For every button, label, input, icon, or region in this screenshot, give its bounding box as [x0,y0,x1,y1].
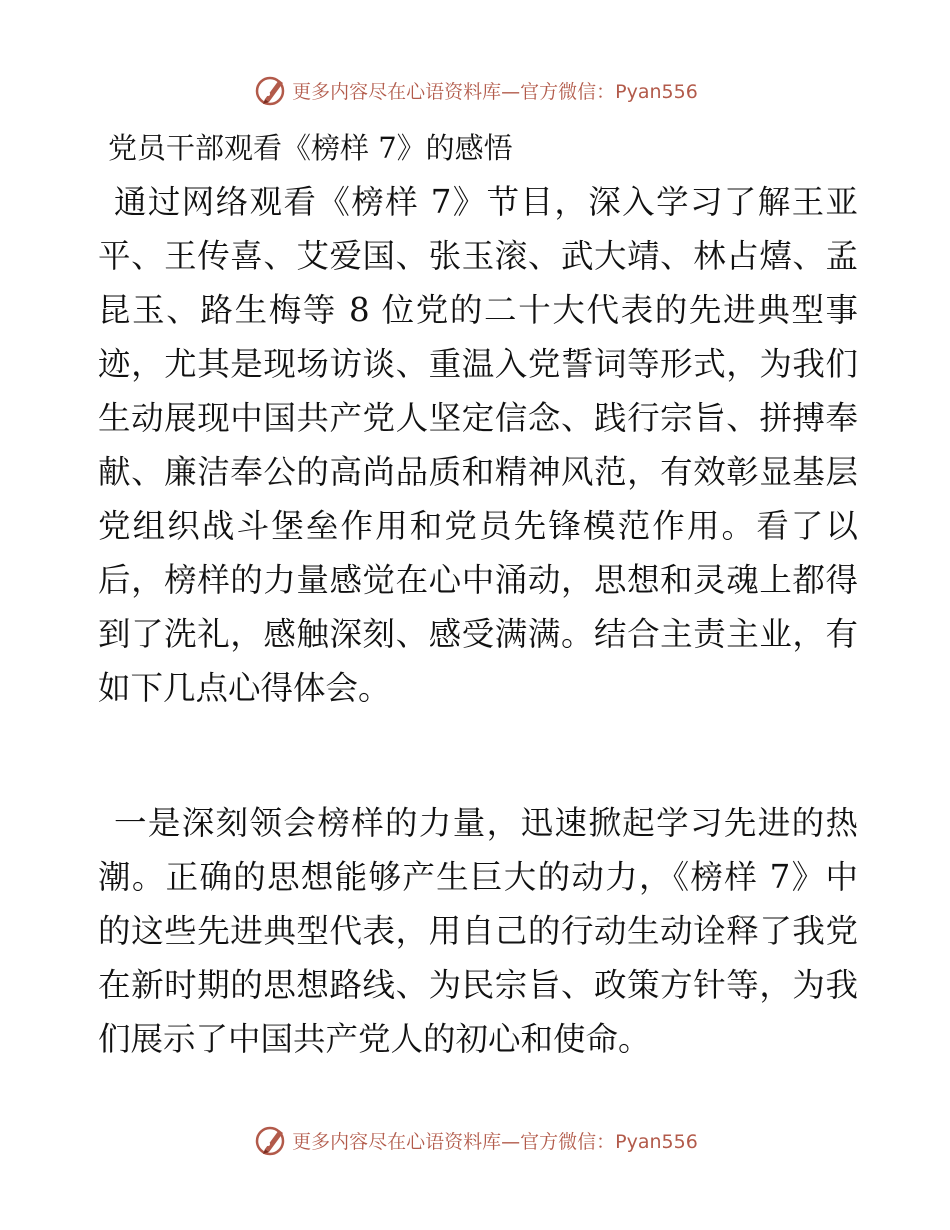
watermark-text: 更多内容尽在心语资料库—官方微信：Pyan556 [292,80,698,103]
paragraph-2: 一是深刻领会榜样的力量，迅速掀起学习先进的热潮。正确的思想能够产生巨大的动力，《榜样 7》中的这些先进典型代表，用自己的行动生动诠释了我党在新时期的思想路线、为民宗旨、政策方针等，为我们展示了中国共产党人的初心和使命。 [98,804,858,1058]
footer-watermark [0,1120,950,1160]
document-title: 党员干部观看《榜样 7》的感悟 [108,131,513,165]
pen-logo-icon [252,1122,288,1158]
watermark-text: 更多内容尽在心语资料库—官方微信：Pyan556 [292,1130,698,1153]
pen-logo-icon [252,72,288,108]
header-watermark [0,70,950,110]
paragraph-1: 通过网络观看《榜样 7》节目，深入学习了解王亚平、王传喜、艾爱国、张玉滚、武大靖、林占熺、孟昆玉、路生梅等 8 位党的二十大代表的先进典型事迹，尤其是现场访谈、重温入党誓词等形式，为我们生动展现中国共产党人坚定信念、践行宗旨、拼搏奉献、廉洁奉公的高尚品质和精神风范，有效彰显基层党组织战斗堡垒作用和党员先锋模范作用。看了以后，榜样的力量感觉在心中涌动，思想和灵魂上都得到了洗礼，感触深刻、感受满满。结合主责主业，有如下几点心得体会。 [98,183,858,707]
